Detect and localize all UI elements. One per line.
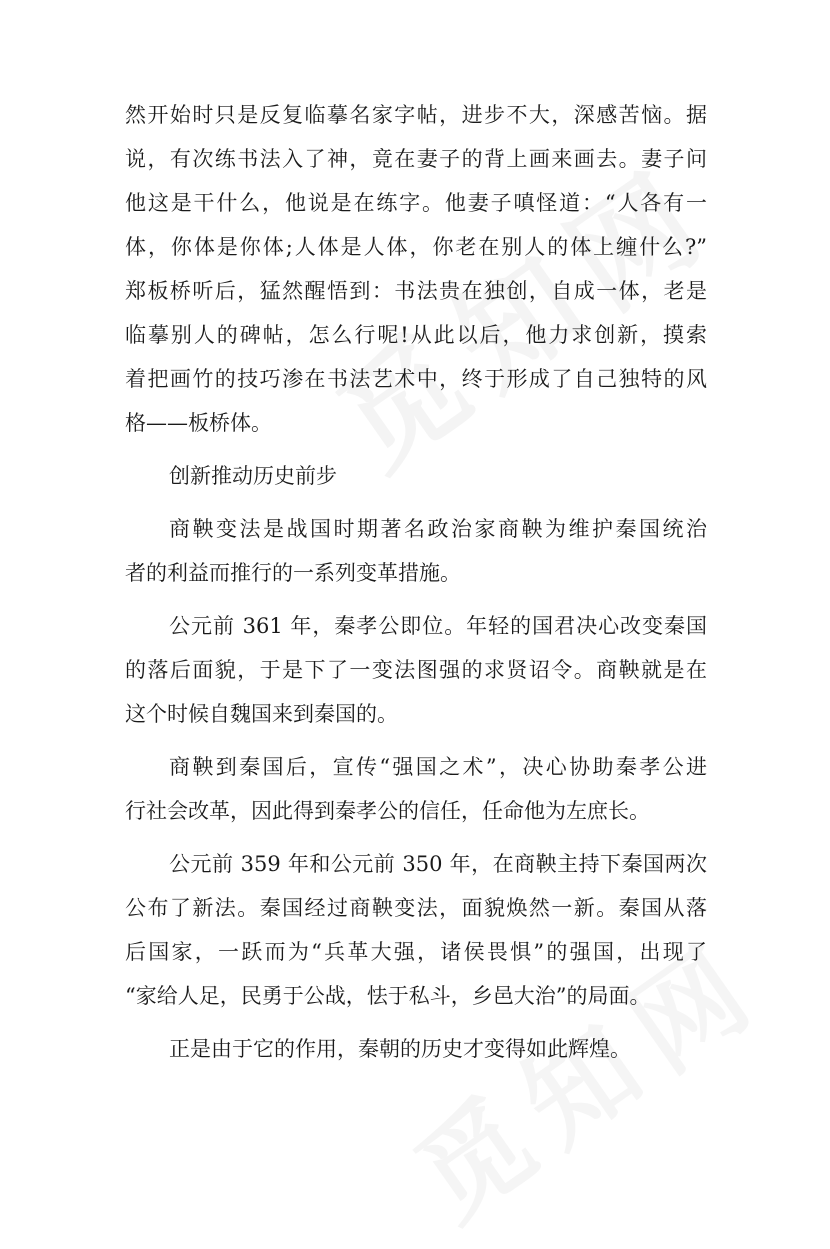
paragraph: [125, 93, 707, 445]
paragraph: [125, 842, 707, 1018]
text-line: 然开始时只是反复临摹名家字帖，进步不大，深感苦恼。据: [125, 103, 707, 127]
text-line: 商鞅到秦国后，宣传“强国之术”，决心协助秦孝公进: [169, 755, 707, 779]
text-line: 公元前 359 年和公元前 350 年，在商鞅主持下秦国两次: [169, 852, 707, 876]
text-line: 临摹别人的碑帖，怎么行呢!从此以后，他力求创新，摸索: [125, 323, 707, 347]
text-line: 这个时候自魏国来到秦国的。: [125, 702, 398, 726]
document-body: [125, 93, 707, 1071]
text-line: 说，有次练书法入了神，竟在妻子的背上画来画去。妻子问: [125, 147, 707, 171]
paragraph: [125, 604, 707, 736]
paragraph: [125, 1027, 707, 1071]
text-line: 公布了新法。秦国经过商鞅变法，面貌焕然一新。秦国从落: [125, 896, 707, 920]
text-line: 正是由于它的作用，秦朝的历史才变得如此辉煌。: [169, 1037, 631, 1061]
text-line: 后国家，一跃而为“兵革大强，诸侯畏惧”的强国，出现了: [125, 940, 707, 964]
text-line: 郑板桥听后，猛然醒悟到：书法贵在独创，自成一体，老是: [125, 279, 707, 303]
text-line: 格——板桥体。: [125, 411, 272, 435]
text-line: “家给人足，民勇于公战，怯于私斗，乡邑大治”的局面。: [125, 984, 651, 1008]
text-line: 行社会改革，因此得到秦孝公的信任，任命他为左庶长。: [125, 799, 650, 823]
text-line: 他这是干什么，他说是在练字。他妻子嗔怪道：“人各有一: [125, 191, 707, 215]
text-line: 公元前 361 年，秦孝公即位。年轻的国君决心改变秦国: [169, 614, 707, 638]
text-line: 体，你体是你体;人体是人体，你老在别人的体上缠什么?”: [125, 235, 707, 259]
text-line: 商鞅变法是战国时期著名政治家商鞅为维护秦国统治: [169, 517, 707, 541]
section-heading: [125, 454, 707, 498]
paragraph: [125, 507, 707, 595]
text-line: 的落后面貌，于是下了一变法图强的求贤诏令。商鞅就是在: [125, 658, 707, 682]
text-line: 者的利益而推行的一系列变革措施。: [125, 561, 461, 585]
paragraph: [125, 745, 707, 833]
heading-text: 创新推动历史前步: [169, 464, 337, 488]
text-line: 着把画竹的技巧渗在书法艺术中，终于形成了自己独特的风: [125, 367, 707, 391]
